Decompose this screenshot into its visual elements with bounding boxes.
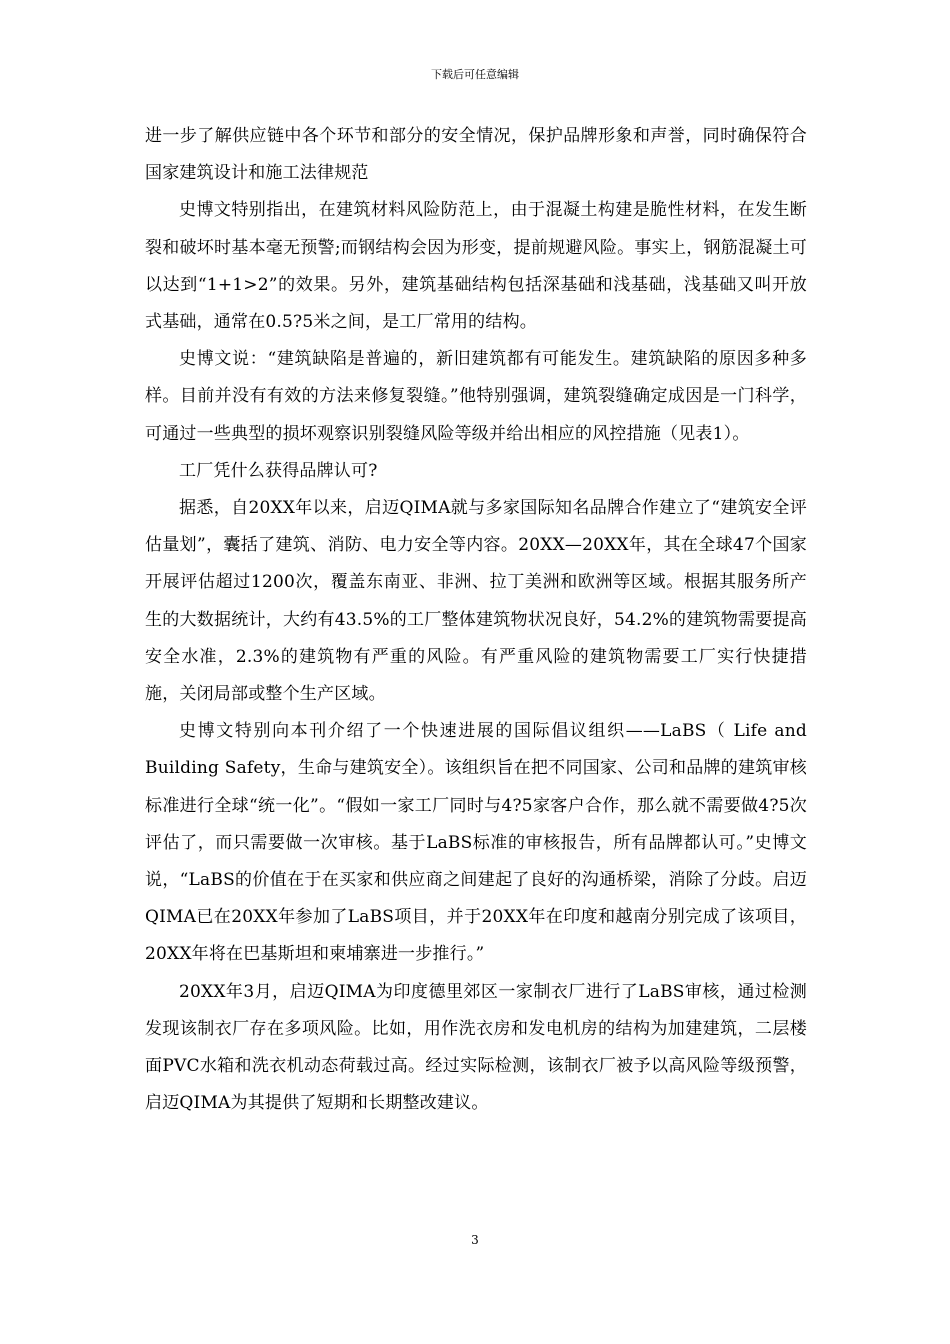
section-heading: 工厂凭什么获得品牌认可?: [179, 460, 378, 481]
page-number: 3: [471, 1233, 479, 1247]
paragraph-labs-initiative: 史博文特别向本刊介绍了一个快速进展的国际倡议组织——LaBS（ Life and Building Safety，生命与建筑安全）。该组织旨在把不同国家、公司和品牌的建筑审核标准进行全球“统一化”。“假如一家工厂同时与4?5家客户合作，那么就不需要做4?5次评估了，而只需要做一次审核。基于LaBS标准的审核报告，所有品牌都认可。”史博文说，“LaBS的价值在于在买家和供应商之间建起了良好的沟通桥梁，消除了分歧。启迈QIMA已在20XX年参加了LaBS项目，并于20XX年在印度和越南分别完成了该项目，20XX年将在巴基斯坦和柬埔寨进一步推行。”: [145, 721, 807, 965]
paragraph-continuation: 进一步了解供应链中各个环节和部分的安全情况，保护品牌形象和声誉，同时确保符合国家建筑设计和施工法律规范: [145, 126, 807, 184]
paragraph-labs-audit-case: 20XX年3月，启迈QIMA为印度德里郊区一家制衣厂进行了LaBS审核，通过检测发现该制衣厂存在多项风险。比如，用作洗衣房和发电机房的结构为加建建筑，二层楼面PVC水箱和洗衣机动态荷载过高。经过实际检测，该制衣厂被予以高风险等级预警，启迈QIMA为其提供了短期和长期整改建议。: [145, 981, 807, 1114]
paragraph-assessment-stats: 据悉，自20XX年以来，启迈QIMA就与多家国际知名品牌合作建立了“建筑安全评估量划”，囊括了建筑、消防、电力安全等内容。20XX—20XX年，其在全球47个国家开展评估超过1200次，覆盖东南亚、非洲、拉丁美洲和欧洲等区域。根据其服务所产生的大数据统计，大约有43.5%的工厂整体建筑物状况良好，54.2%的建筑物需要提高安全水准，2.3%的建筑物有严重的风险。有严重风险的建筑物需要工厂实行快捷措施，关闭局部或整个生产区域。: [145, 498, 807, 705]
paragraph-building-defects: 史博文说：“建筑缺陷是普遍的，新旧建筑都有可能发生。建筑缺陷的原因多种多样。目前并没有有效的方法来修复裂缝。”他特别强调，建筑裂缝确定成因是一门科学，可通过一些典型的损坏观察识别裂缝风险等级并给出相应的风控措施（见表1）。: [145, 349, 807, 444]
paragraph-material-risk: 史博文特别指出，在建筑材料风险防范上，由于混凝土构建是脆性材料，在发生断裂和破坏时基本毫无预警;而钢结构会因为形变，提前规避风险。事实上，钢筋混凝土可以达到“1+1>2”的效果。另外，建筑基础结构包括深基础和浅基础，浅基础又叫开放式基础，通常在0.5?5米之间，是工厂常用的结构。: [145, 200, 807, 333]
page-header: 下载后可任意编辑: [431, 68, 519, 81]
document-body: [145, 118, 807, 1122]
